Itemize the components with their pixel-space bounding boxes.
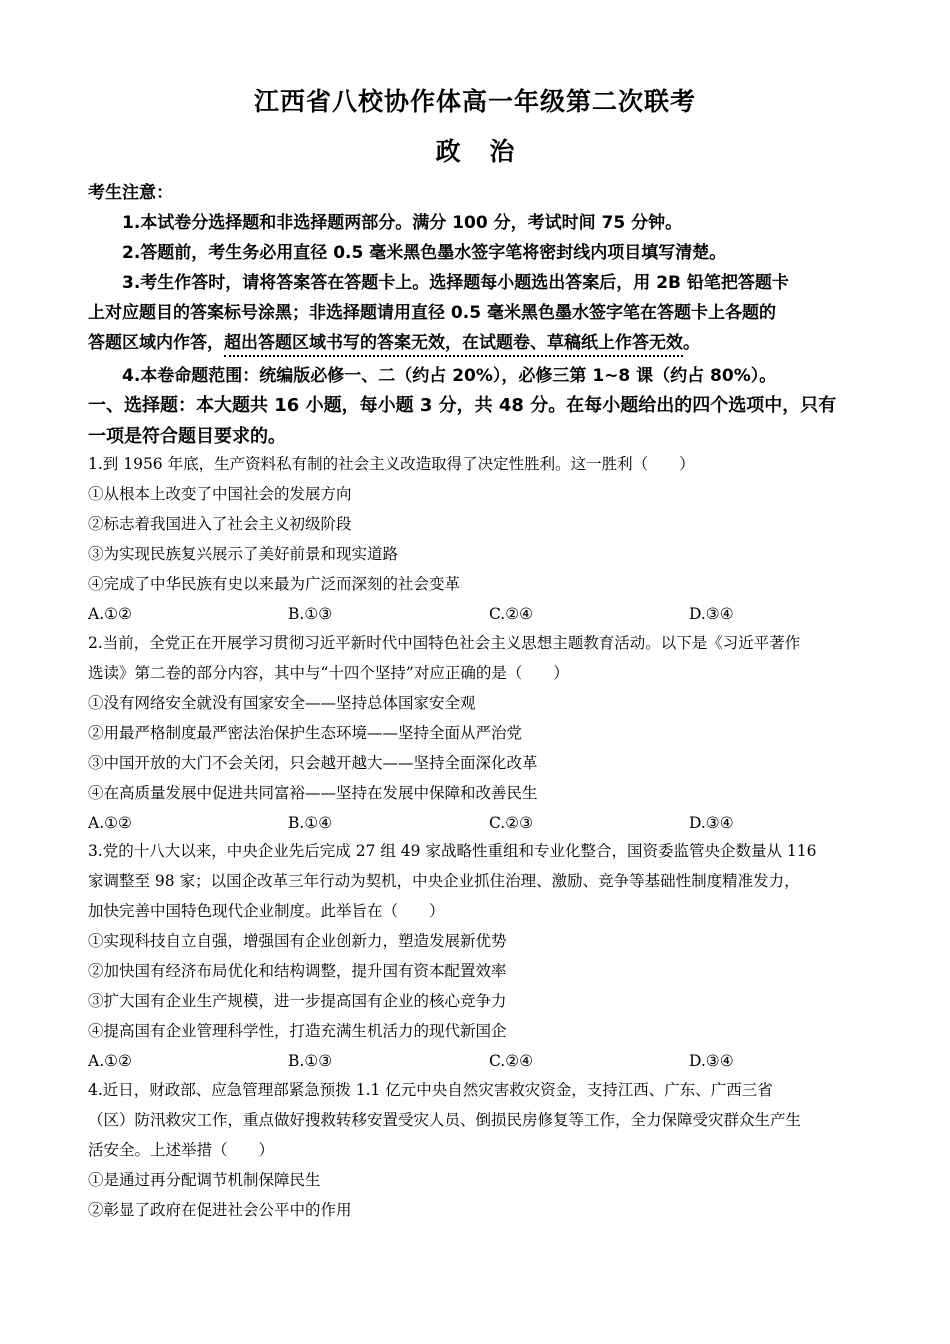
- statement-item: ②用最严格制度最严密法治保护生态环境——坚持全面从严治党: [88, 724, 523, 742]
- question-stem: 3.党的十八大以来，中央企业先后完成 27 组 49 家战略性重组和专业化整合，国资委监管央企数量从 116: [88, 842, 817, 860]
- answer-options: [88, 1046, 878, 1076]
- question-3: [88, 836, 878, 1076]
- answer-options: [88, 808, 878, 838]
- question-2: [88, 628, 878, 838]
- question-stem: 活安全。上述举措（ ）: [88, 1141, 275, 1159]
- question-stem: 4.近日，财政部、应急管理部紧急预拨 1.1 亿元中央自然灾害救灾资金，支持江西、广东、广西三省: [88, 1081, 773, 1099]
- option-a[interactable]: A.①②: [88, 1052, 132, 1070]
- exam-subject: 政 治: [435, 137, 515, 166]
- notice-item-3-emphasis: 超出答题区域书写的答案无效，在试题卷、草稿纸上作答无效: [224, 333, 683, 357]
- option-c[interactable]: C.②④: [489, 605, 534, 623]
- option-b[interactable]: B.①③: [288, 1052, 333, 1070]
- notice-item-3-post: 。: [683, 333, 700, 353]
- question-1: [88, 449, 878, 629]
- notice-item-2: 2.答题前，考生务必用直径 0.5 毫米黑色墨水签字笔将密封线内项目填写清楚。: [122, 243, 727, 263]
- question-stem: 2.当前，全党正在开展学习贯彻习近平新时代中国特色社会主义思想主题教育活动。以下是《习近平著作: [88, 634, 801, 652]
- option-d[interactable]: D.③④: [689, 814, 734, 832]
- option-b[interactable]: B.①④: [288, 814, 333, 832]
- answer-options: [88, 599, 878, 629]
- statement-item: ②标志着我国进入了社会主义初级阶段: [88, 515, 352, 533]
- option-a[interactable]: A.①②: [88, 814, 132, 832]
- statement-item: ①从根本上改变了中国社会的发展方向: [88, 485, 352, 503]
- option-c[interactable]: C.②③: [489, 814, 534, 832]
- notice-item-1: 1.本试卷分选择题和非选择题两部分。满分 100 分，考试时间 75 分钟。: [122, 213, 683, 233]
- exam-title: 江西省八校协作体高一年级第二次联考: [253, 87, 696, 116]
- notice-heading: 考生注意：: [88, 183, 173, 203]
- section-heading: [88, 390, 878, 452]
- question-stem: （区）防汛救灾工作，重点做好搜救转移安置受灾人员、倒损民房修复等工作，全力保障受灾群众生产生: [88, 1111, 802, 1129]
- option-b[interactable]: B.①③: [288, 605, 333, 623]
- question-4: [88, 1075, 878, 1225]
- notice-item-3-pre: 答题区域内作答，: [88, 333, 224, 353]
- notice-item-3-line-3: [88, 328, 878, 353]
- section-heading-line-1: 一、选择题：本大题共 16 小题，每小题 3 分，共 48 分。在每小题给出的四个选项中，只有: [88, 395, 837, 416]
- statement-item: ③为实现民族复兴展示了美好前景和现实道路: [88, 545, 399, 563]
- option-c[interactable]: C.②④: [489, 1052, 534, 1070]
- statement-item: ④在高质量发展中促进共同富裕——坚持在发展中保障和改善民生: [88, 784, 538, 802]
- statement-item: ①实现科技自立自强，增强国有企业创新力，塑造发展新优势: [88, 932, 507, 950]
- notice-item-3-line-1: 3.考生作答时，请将答案答在答题卡上。选择题每小题选出答案后，用 2B 铅笔把答题卡: [122, 273, 789, 293]
- question-stem: 1.到 1956 年底，生产资料私有制的社会主义改造取得了决定性胜利。这一胜利（ ）: [88, 455, 695, 473]
- statement-item: ②加快国有经济布局优化和结构调整，提升国有资本配置效率: [88, 962, 507, 980]
- question-stem: 选读》第二卷的部分内容，其中与“十四个坚持”对应正确的是（ ）: [88, 664, 569, 682]
- statement-item: ③中国开放的大门不会关闭，只会越开越大——坚持全面深化改革: [88, 754, 538, 772]
- notice-item-3-line-2: 上对应题目的答案标号涂黑；非选择题请用直径 0.5 毫米黑色墨水签字笔在答题卡上各题的: [88, 303, 776, 323]
- statement-item: ④完成了中华民族有史以来最为广泛而深刻的社会变革: [88, 575, 461, 593]
- notice-item-4: 4.本卷命题范围：统编版必修一、二（约占 20%），必修三第 1~8 课（约占 80%）。: [122, 366, 777, 386]
- statement-item: ③扩大国有企业生产规模，进一步提高国有企业的核心竞争力: [88, 992, 507, 1010]
- question-stem: 加快完善中国特色现代企业制度。此举旨在（ ）: [88, 902, 445, 920]
- statement-item: ①没有网络安全就没有国家安全——坚持总体国家安全观: [88, 694, 476, 712]
- section-heading-line-2: 一项是符合题目要求的。: [88, 426, 286, 447]
- statement-item: ②彰显了政府在促进社会公平中的作用: [88, 1201, 352, 1219]
- option-d[interactable]: D.③④: [689, 1052, 734, 1070]
- option-d[interactable]: D.③④: [689, 605, 734, 623]
- statement-item: ①是通过再分配调节机制保障民生: [88, 1171, 321, 1189]
- option-a[interactable]: A.①②: [88, 605, 132, 623]
- question-stem: 家调整至 98 家；以国企改革三年行动为契机，中央企业抓住治理、激励、竞争等基础性制度精准发力，: [88, 872, 800, 890]
- statement-item: ④提高国有企业管理科学性，打造充满生机活力的现代新国企: [88, 1022, 507, 1040]
